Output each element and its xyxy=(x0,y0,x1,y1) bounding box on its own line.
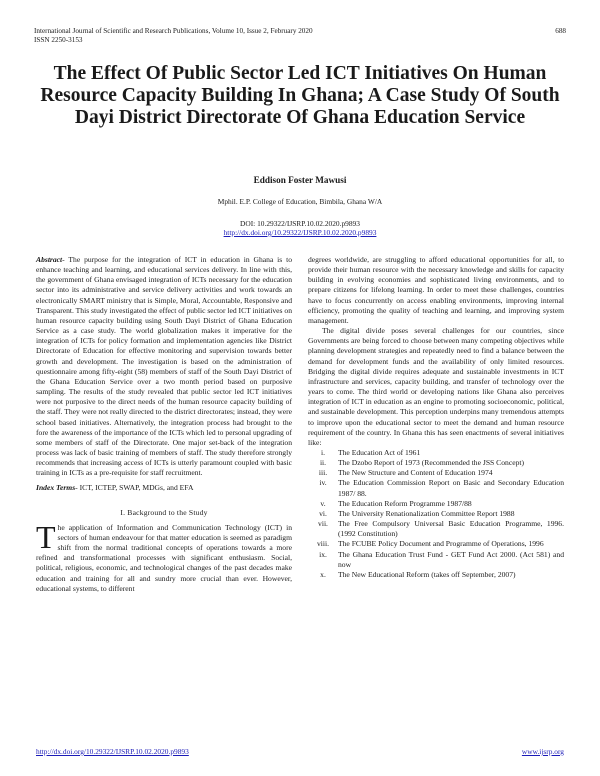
footer-doi-link[interactable]: http://dx.doi.org/10.29322/IJSRP.10.02.2020.p9893 xyxy=(36,747,189,756)
page-header xyxy=(34,27,566,45)
index-terms-label: Index Terms xyxy=(36,483,76,493)
abstract xyxy=(36,255,292,478)
paper-title: The Effect Of Public Sector Led ICT Initiatives On Human Resource Capacity Building In Ghana; A Case Study Of South Dayi District Directorate Of Ghana Education Service xyxy=(40,63,560,128)
page-footer xyxy=(36,747,564,756)
intro-text: he application of Information and Communication Technology (ICT) in sectors of human endeavour for that matter education is seemed as paradigm shift from the normal traditional concepts of operations towards a more refined and transformational processes with significant enthusiasm. Social, political, religious, economic, and technological changes of the past decades make education and training for all and sundry more crucial than ever. However, educational systems, to different xyxy=(36,522,292,593)
abstract-text: - The purpose for the integration of ICT in education in Ghana is to enhance teaching and learning, and educational services delivery. In line with this, the government of Ghana envisaged integration of ICTs necessary for the education sector into its administrative and service delivery activities and work towards an electronically SMART ministry that is Simple, Moral, Accountable, Responsive and Transparent. This study investigated the effect of public sector led ICT initiatives on human resource capacity building using South Dayi District of Ghana Education Service as a case study. The world globalization makes it imperative for the integration of ICTs for policy formation and implementation agencies like District Directorate of Education for effective monitoring and supervision towards better growth and development. The investigation is based on the administration of questionnaire among fifty-eight (58) members of staff of the South Dayi District of the Ghana Education Service over a two month period based on purposive sampling. The results of the study revealed that public sector led ICT initiatives were not purposive to the direct needs of the human resource capacity building of the staff. They were not really directed to the district directorates; instead, they were school based initiatives. Alternatively, the integration process had brought to the fore the awareness of the importance of the ICTs which led to personal upgrading of some members of staff of the Directorate. One major set-back of the integration process was lack of basic training of members of staff. The study therefore strongly recommends that increasing access of ICTs is utterly paramount coupled with basic training in ICTs as a pre-requisite for staff recruitment. xyxy=(36,255,292,478)
list-item: iii. The New Structure and Content of Education 1974 xyxy=(318,468,493,478)
list-item: vi. The University Renationalization Committee Report 1988 xyxy=(319,508,515,518)
list-item: vii. The Free Compulsory Universal Basic Education Programme, 1996. (1992 Constitution) xyxy=(318,519,564,539)
section-heading: I. Background to the Study xyxy=(120,507,208,517)
doi-text: DOI: 10.29322/IJSRP.10.02.2020.p9893 xyxy=(240,219,360,228)
journal-name: International Journal of Scientific and Research Publications, Volume 10, Issue 2, February 2020 xyxy=(34,27,313,35)
list-item: x. The New Educational Reform (takes off September, 2007) xyxy=(320,569,516,579)
abstract-label: Abstract xyxy=(36,255,63,264)
index-terms xyxy=(36,483,292,493)
author-affiliation: Mphil. E.P. College of Education, Bimbila, Ghana W/A xyxy=(217,197,383,206)
right-column xyxy=(308,255,564,580)
list-item: viii. The FCUBE Policy Document and Programme of Operations, 1996 xyxy=(316,539,544,549)
initiatives-list xyxy=(308,448,564,580)
list-item: i. The Education Act of 1961 xyxy=(320,447,421,457)
footer-site-link[interactable]: www.ijsrp.org xyxy=(521,747,564,756)
author-name: Eddison Foster Mawusi xyxy=(253,175,347,185)
body-paragraph-2: The digital divide poses several challenges for our countries, since Governments are being forced to choose between many competing objectives while planning development strategies and repeatedly need to find a balance between the demand for development funds and the availability of only limited resources. Bridging the digital divide requires adequate and sustainable investments in ICT infrastructure and services, capacity building, and transfer of technology over the years to come. The third world or developing nations like Ghana also perceives integration of ICT in education as an engine to promoting socioeconomic, political, and sustainable development. This perception underpins many tremendous attempts to improve upon the educational sector to meet the demand and human resource requirement of the country. In Ghana this has seen enactments of several initiatives like: xyxy=(308,326,564,447)
doi-link[interactable]: http://dx.doi.org/10.29322/IJSRP.10.02.2020.p9893 xyxy=(223,228,377,237)
list-item: ix. The Ghana Education Trust Fund - GET Fund Act 2000. (Act 581) and now xyxy=(319,549,564,569)
list-item: ii. The Dzobo Report of 1973 (Recommended the JSS Concept) xyxy=(319,458,525,468)
drop-cap: T xyxy=(36,518,56,555)
list-item: v. The Education Reform Programme 1987/88 xyxy=(320,498,472,508)
index-terms-text: - ICT, ICTEP, SWAP, MDGs, and EFA xyxy=(75,483,194,493)
left-column xyxy=(36,255,292,594)
page-number: 688 xyxy=(555,27,566,35)
list-item: iv. The Education Commission Report on Basic and Secondary Education 1987/ 88. xyxy=(319,478,564,498)
body-paragraph-1: degrees worldwide, are struggling to afford educational opportunities for all, to provide their human resource with the necessary knowledge and skills for capacity building in evolving economies and sophisticated living environments, and to prepare citizens for lifelong learning. In order to meet these challenges, countries have to focus concurrently on access enabling environments, improving internal efficiency, promoting the quality of teaching and learning, and improving system management. xyxy=(308,255,564,325)
doi-block xyxy=(0,219,600,237)
issn: ISSN 2250-3153 xyxy=(34,36,83,44)
intro-paragraph xyxy=(36,518,292,594)
